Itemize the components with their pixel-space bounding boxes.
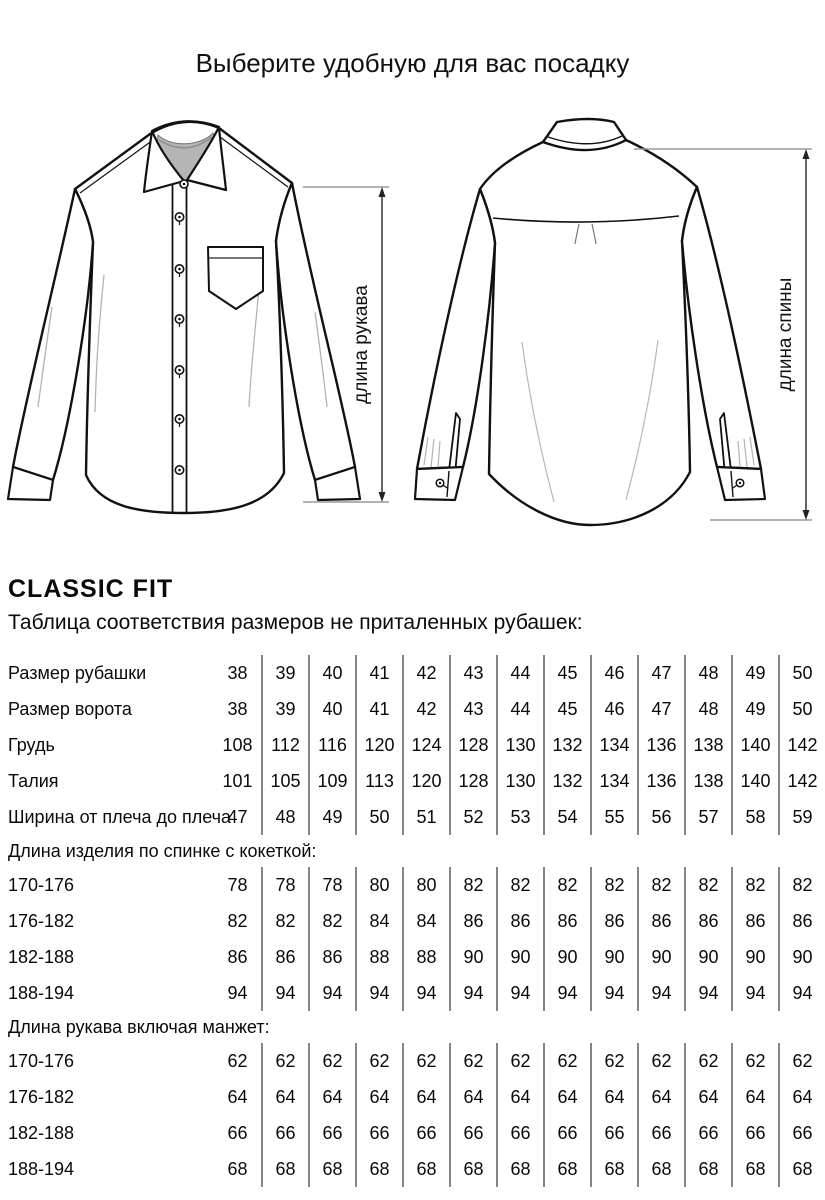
size-value: 62 — [261, 1043, 308, 1079]
size-value: 84 — [402, 903, 449, 939]
size-value: 86 — [731, 903, 778, 939]
size-value: 82 — [731, 867, 778, 903]
table-section-header: Длина рукава включая манжет: — [8, 1016, 270, 1037]
size-value: 134 — [590, 727, 637, 763]
size-value: 90 — [496, 939, 543, 975]
size-value: 138 — [684, 727, 731, 763]
size-value: 62 — [355, 1043, 402, 1079]
table-row — [0, 867, 825, 903]
row-label: Грудь — [8, 734, 55, 755]
size-value: 130 — [496, 727, 543, 763]
size-value: 44 — [496, 691, 543, 727]
size-value: 64 — [308, 1079, 355, 1115]
size-value: 90 — [731, 939, 778, 975]
size-value: 66 — [637, 1115, 684, 1151]
table-row — [0, 655, 825, 691]
size-value: 64 — [684, 1079, 731, 1115]
back-length-label: длина спины — [775, 277, 796, 392]
size-value: 66 — [778, 1115, 825, 1151]
size-value: 50 — [778, 655, 825, 691]
size-value: 46 — [590, 691, 637, 727]
size-value: 86 — [227, 946, 248, 967]
size-value: 128 — [449, 727, 496, 763]
size-table — [0, 655, 825, 1187]
size-value: 134 — [590, 763, 637, 799]
size-value: 66 — [355, 1115, 402, 1151]
size-value: 62 — [590, 1043, 637, 1079]
size-value: 42 — [402, 655, 449, 691]
size-value: 64 — [590, 1079, 637, 1115]
size-value: 68 — [543, 1151, 590, 1187]
size-value: 62 — [731, 1043, 778, 1079]
size-value: 116 — [308, 727, 355, 763]
size-value: 94 — [355, 975, 402, 1011]
size-value: 66 — [449, 1115, 496, 1151]
table-row — [0, 727, 825, 763]
size-value: 62 — [637, 1043, 684, 1079]
size-value: 38 — [227, 698, 248, 719]
size-value: 82 — [778, 867, 825, 903]
size-value: 113 — [355, 763, 402, 799]
size-value: 86 — [449, 903, 496, 939]
size-value: 49 — [731, 655, 778, 691]
size-value: 130 — [496, 763, 543, 799]
size-value: 86 — [496, 903, 543, 939]
size-value: 88 — [355, 939, 402, 975]
size-value: 47 — [637, 691, 684, 727]
size-value: 82 — [543, 867, 590, 903]
size-value: 50 — [355, 799, 402, 835]
row-label: 188-194 — [8, 982, 75, 1003]
size-value: 39 — [261, 655, 308, 691]
size-value: 51 — [402, 799, 449, 835]
size-value: 68 — [637, 1151, 684, 1187]
size-value: 68 — [402, 1151, 449, 1187]
size-value: 94 — [684, 975, 731, 1011]
table-intro: Таблица соответствия размеров не приталенных рубашек: — [8, 611, 583, 634]
size-value: 78 — [261, 867, 308, 903]
size-value: 66 — [496, 1115, 543, 1151]
size-value: 80 — [355, 867, 402, 903]
size-value: 50 — [778, 691, 825, 727]
size-value: 62 — [684, 1043, 731, 1079]
row-label: 170-176 — [8, 1050, 75, 1071]
table-row — [0, 763, 825, 799]
size-value: 64 — [731, 1079, 778, 1115]
size-value: 64 — [261, 1079, 308, 1115]
size-value: 140 — [731, 727, 778, 763]
size-value: 59 — [778, 799, 825, 835]
size-value: 90 — [543, 939, 590, 975]
size-value: 45 — [543, 655, 590, 691]
size-value: 94 — [590, 975, 637, 1011]
size-value: 132 — [543, 727, 590, 763]
shirt-diagrams — [0, 107, 825, 547]
table-row — [0, 1115, 825, 1151]
size-value: 112 — [261, 727, 308, 763]
size-value: 41 — [355, 655, 402, 691]
size-value: 44 — [496, 655, 543, 691]
size-value: 86 — [637, 903, 684, 939]
size-value: 86 — [590, 903, 637, 939]
size-value: 140 — [731, 763, 778, 799]
size-value: 62 — [402, 1043, 449, 1079]
size-value: 68 — [496, 1151, 543, 1187]
size-value: 62 — [778, 1043, 825, 1079]
size-value: 58 — [731, 799, 778, 835]
size-value: 64 — [355, 1079, 402, 1115]
size-value: 68 — [261, 1151, 308, 1187]
size-value: 120 — [355, 727, 402, 763]
size-value: 39 — [261, 691, 308, 727]
size-value: 82 — [261, 903, 308, 939]
size-value: 66 — [543, 1115, 590, 1151]
size-value: 94 — [543, 975, 590, 1011]
size-value: 82 — [496, 867, 543, 903]
size-value: 86 — [778, 903, 825, 939]
front-shirt-drawing — [8, 121, 360, 513]
size-value: 43 — [449, 655, 496, 691]
size-value: 48 — [261, 799, 308, 835]
size-value: 108 — [222, 734, 253, 755]
size-value: 109 — [308, 763, 355, 799]
size-value: 64 — [637, 1079, 684, 1115]
size-value: 94 — [637, 975, 684, 1011]
size-value: 68 — [684, 1151, 731, 1187]
size-value: 64 — [402, 1079, 449, 1115]
size-value: 86 — [684, 903, 731, 939]
row-label: 176-182 — [8, 910, 75, 931]
size-value: 66 — [308, 1115, 355, 1151]
size-value: 62 — [496, 1043, 543, 1079]
size-value: 78 — [308, 867, 355, 903]
row-label: 182-188 — [8, 1122, 75, 1143]
size-value: 49 — [308, 799, 355, 835]
size-value: 64 — [449, 1079, 496, 1115]
size-value: 64 — [778, 1079, 825, 1115]
size-value: 105 — [261, 763, 308, 799]
table-block — [0, 655, 825, 835]
size-value: 56 — [637, 799, 684, 835]
size-value: 86 — [543, 903, 590, 939]
size-value: 41 — [355, 691, 402, 727]
size-value: 43 — [449, 691, 496, 727]
size-value: 90 — [778, 939, 825, 975]
size-value: 45 — [543, 691, 590, 727]
size-value: 68 — [355, 1151, 402, 1187]
size-value: 86 — [308, 939, 355, 975]
page-title: Выберите удобную для вас посадку — [195, 48, 630, 78]
size-value: 94 — [402, 975, 449, 1011]
size-value: 88 — [402, 939, 449, 975]
size-value: 68 — [308, 1151, 355, 1187]
size-value: 52 — [449, 799, 496, 835]
size-value: 124 — [402, 727, 449, 763]
size-value: 138 — [684, 763, 731, 799]
size-value: 120 — [402, 763, 449, 799]
size-value: 62 — [543, 1043, 590, 1079]
size-value: 40 — [308, 655, 355, 691]
size-value: 94 — [308, 975, 355, 1011]
size-value: 90 — [449, 939, 496, 975]
size-value: 68 — [449, 1151, 496, 1187]
size-value: 54 — [543, 799, 590, 835]
size-value: 64 — [227, 1086, 248, 1107]
size-value: 94 — [227, 982, 248, 1003]
size-value: 66 — [590, 1115, 637, 1151]
table-row — [0, 1079, 825, 1115]
row-label: 188-194 — [8, 1158, 75, 1179]
size-value: 48 — [684, 655, 731, 691]
table-row — [0, 939, 825, 975]
table-row — [0, 799, 825, 835]
size-value: 142 — [778, 727, 825, 763]
row-label: Размер рубашки — [8, 662, 147, 683]
size-value: 64 — [543, 1079, 590, 1115]
size-value: 64 — [496, 1079, 543, 1115]
size-value: 40 — [308, 691, 355, 727]
size-value: 66 — [731, 1115, 778, 1151]
size-value: 66 — [684, 1115, 731, 1151]
size-value: 66 — [402, 1115, 449, 1151]
size-value: 68 — [731, 1151, 778, 1187]
row-label: Талия — [8, 770, 59, 791]
size-value: 66 — [261, 1115, 308, 1151]
table-block — [0, 867, 825, 1011]
size-value: 78 — [227, 874, 248, 895]
size-value: 68 — [778, 1151, 825, 1187]
size-value: 68 — [590, 1151, 637, 1187]
size-value: 62 — [308, 1043, 355, 1079]
back-shirt-drawing — [415, 119, 765, 525]
size-value: 49 — [731, 691, 778, 727]
size-value: 86 — [261, 939, 308, 975]
size-value: 62 — [449, 1043, 496, 1079]
table-block — [0, 1043, 825, 1187]
size-value: 82 — [590, 867, 637, 903]
row-label: Ширина от плеча до плеча — [8, 806, 232, 827]
table-row — [0, 691, 825, 727]
size-value: 136 — [637, 763, 684, 799]
row-label: 170-176 — [8, 874, 75, 895]
size-value: 80 — [402, 867, 449, 903]
size-value: 55 — [590, 799, 637, 835]
size-value: 94 — [731, 975, 778, 1011]
table-row — [0, 903, 825, 939]
size-value: 42 — [402, 691, 449, 727]
size-value: 62 — [227, 1050, 248, 1071]
size-value: 132 — [543, 763, 590, 799]
size-value: 90 — [684, 939, 731, 975]
size-value: 68 — [227, 1158, 248, 1179]
table-row — [0, 1151, 825, 1187]
size-value: 48 — [684, 691, 731, 727]
size-value: 101 — [222, 770, 253, 791]
size-value: 136 — [637, 727, 684, 763]
size-value: 57 — [684, 799, 731, 835]
size-value: 46 — [590, 655, 637, 691]
size-value: 90 — [590, 939, 637, 975]
table-row — [0, 1043, 825, 1079]
size-value: 94 — [778, 975, 825, 1011]
size-value: 82 — [227, 910, 248, 931]
row-label: 182-188 — [8, 946, 75, 967]
size-value: 128 — [449, 763, 496, 799]
size-value: 94 — [449, 975, 496, 1011]
size-value: 66 — [227, 1122, 248, 1143]
size-value: 53 — [496, 799, 543, 835]
size-value: 94 — [496, 975, 543, 1011]
size-value: 38 — [227, 662, 248, 683]
size-value: 47 — [637, 655, 684, 691]
size-value: 82 — [684, 867, 731, 903]
size-value: 94 — [261, 975, 308, 1011]
size-value: 90 — [637, 939, 684, 975]
size-value: 82 — [637, 867, 684, 903]
row-label: 176-182 — [8, 1086, 75, 1107]
table-row — [0, 975, 825, 1011]
size-value: 82 — [308, 903, 355, 939]
table-section-header: Длина изделия по спинке с кокеткой: — [8, 840, 317, 861]
size-value: 82 — [449, 867, 496, 903]
fit-heading: CLASSIC FIT — [8, 575, 174, 603]
row-label: Размер ворота — [8, 698, 132, 719]
size-value: 84 — [355, 903, 402, 939]
size-value: 142 — [778, 763, 825, 799]
sleeve-length-label: длина рукава — [351, 285, 372, 404]
size-value: 47 — [227, 806, 248, 827]
